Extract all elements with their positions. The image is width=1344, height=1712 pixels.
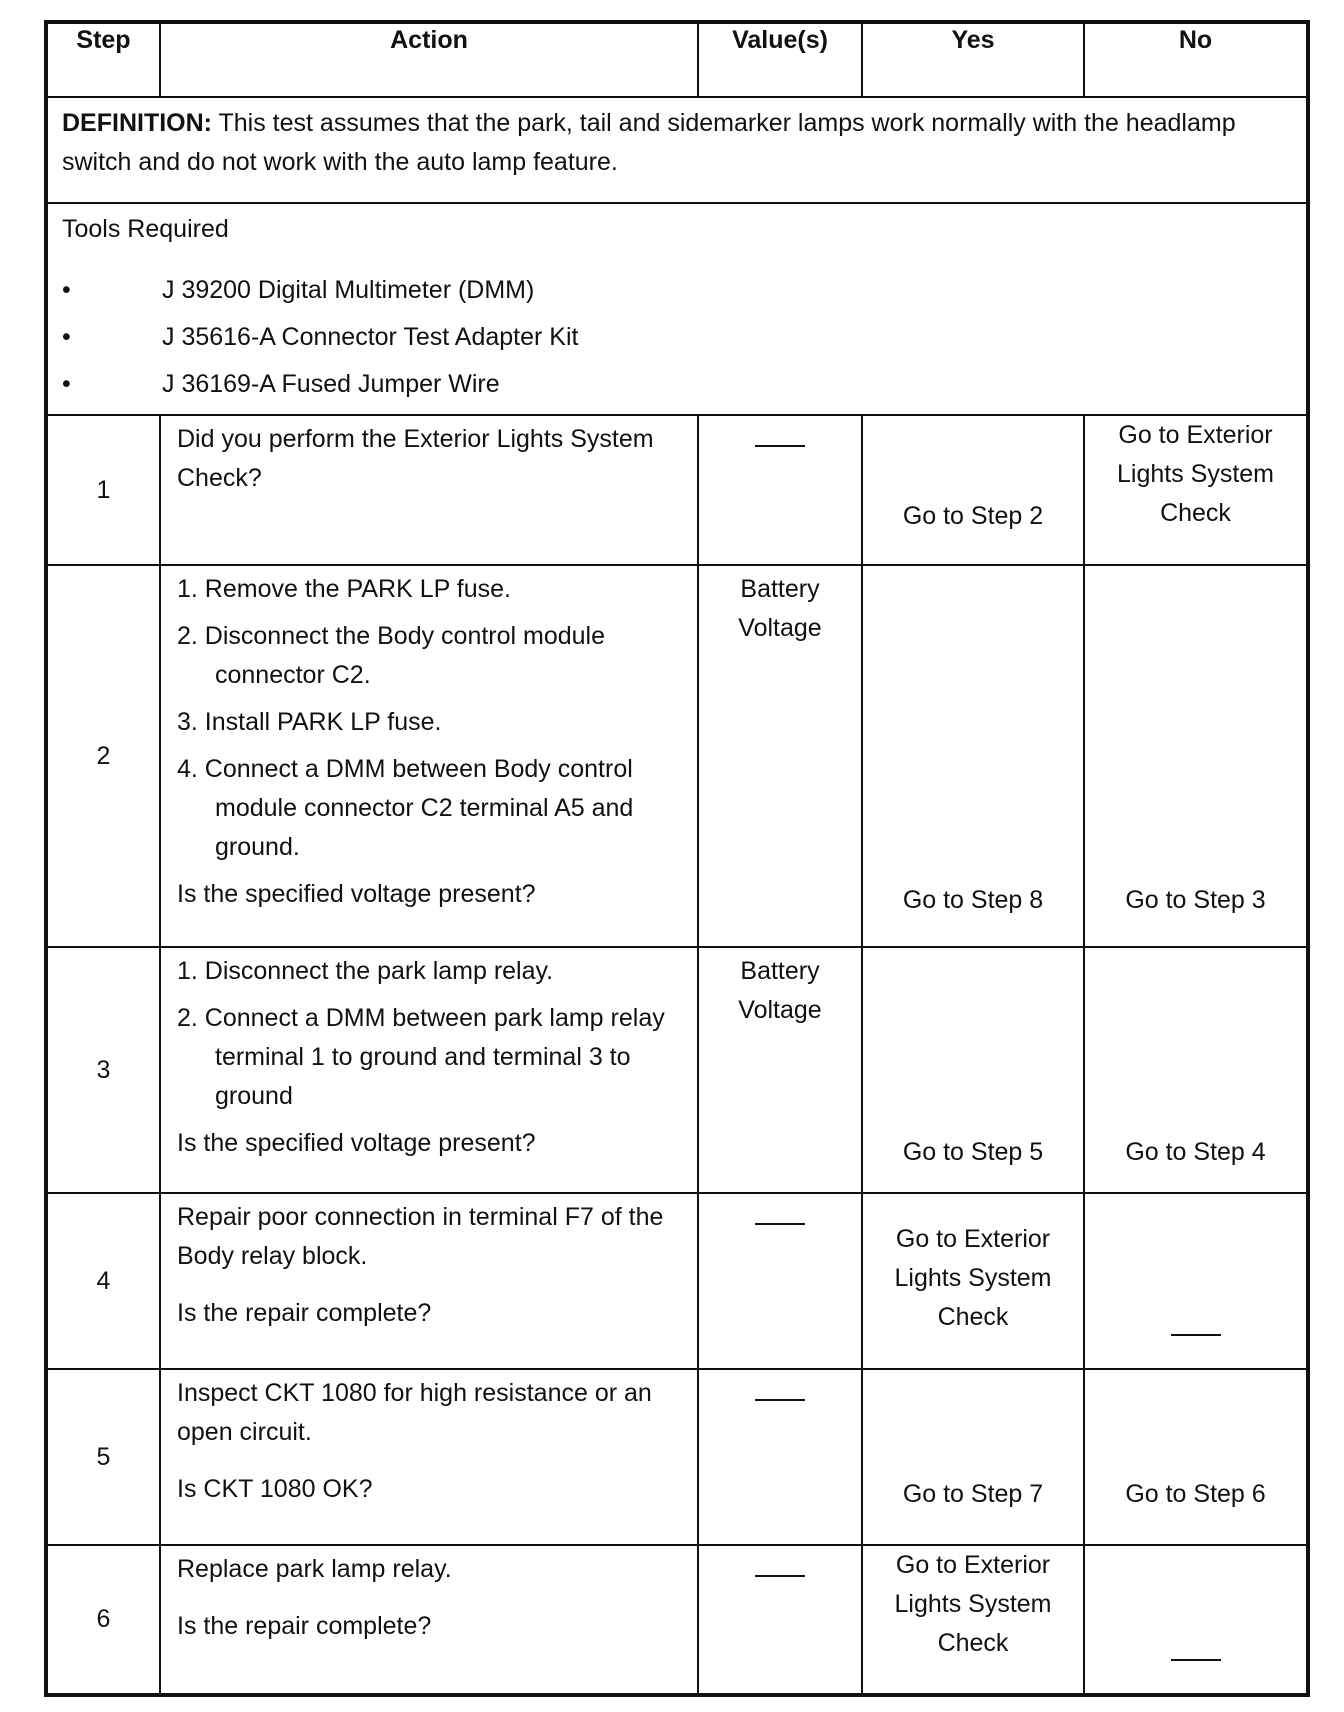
no-text: Go to Exterior Lights System Check: [1116, 421, 1274, 527]
header-no: No: [1084, 22, 1308, 97]
table-row: [46, 415, 1308, 565]
action-cell: [160, 1369, 698, 1545]
yes-cell: [862, 1193, 1084, 1369]
step-number: 2: [46, 565, 160, 947]
step-number: 3: [46, 947, 160, 1193]
tools-cell: [46, 203, 1308, 415]
yes-text: Go to Step 8: [902, 886, 1044, 914]
action-step: 1. Disconnect the park lamp relay.: [177, 957, 554, 985]
header-row: [46, 22, 1308, 97]
spacer: [177, 1589, 683, 1607]
header-values: Value(s): [698, 22, 862, 97]
action-cell: [160, 565, 698, 947]
tool-label: J 35616-A Connector Test Adapter Kit: [162, 323, 579, 351]
spacer: [177, 1276, 683, 1294]
no-text: Go to Step 4: [1125, 1138, 1266, 1166]
no-dash: [1085, 1309, 1306, 1348]
value-cell: [698, 1545, 862, 1695]
action-question: Is the repair complete?: [177, 1612, 432, 1640]
spacer: [177, 1452, 683, 1470]
value-cell: Battery Voltage: [698, 565, 862, 947]
dash-mark: [755, 1205, 805, 1225]
bullet: •: [62, 276, 71, 304]
yes-cell: [862, 1545, 1084, 1695]
action-step: 2. Connect a DMM between park lamp relay terminal 1 to ground and terminal 3 to ground: [177, 1004, 665, 1110]
yes-cell: [862, 415, 1084, 565]
tool-label: J 39200 Digital Multimeter (DMM): [162, 276, 535, 304]
yes-text: Go to Exterior Lights System Check: [894, 1225, 1052, 1331]
value-cell: Battery Voltage: [698, 947, 862, 1193]
action-text: Replace park lamp relay.: [177, 1555, 452, 1583]
tool-item: [62, 314, 1292, 361]
step-number: 6: [46, 1545, 160, 1695]
value-cell: [698, 415, 862, 565]
action-step: 4. Connect a DMM between Body control module connector C2 terminal A5 and ground.: [177, 755, 634, 861]
yes-text: Go to Step 5: [902, 1138, 1044, 1166]
dash-mark: [755, 1557, 805, 1577]
no-cell: [1084, 1369, 1308, 1545]
tool-label: J 36169-A Fused Jumper Wire: [162, 370, 500, 398]
no-dash: [1085, 1634, 1306, 1673]
yes-cell: [862, 1369, 1084, 1545]
no-cell: [1084, 1545, 1308, 1695]
no-cell: [1084, 1193, 1308, 1369]
definition-text: This test assumes that the park, tail and sidemarker lamps work normally with the headlamp switch and do not work with the auto lamp feature.: [62, 109, 1236, 176]
bullet: •: [62, 370, 71, 398]
table-row: [46, 1545, 1308, 1695]
action-cell: [160, 1193, 698, 1369]
table-row: [46, 1369, 1308, 1545]
action-question: Is the specified voltage present?: [177, 1129, 536, 1157]
step-number: 4: [46, 1193, 160, 1369]
header-step: Step: [46, 22, 160, 97]
table-row: [46, 1193, 1308, 1369]
step-number: 1: [46, 415, 160, 565]
action-step: 3. Install PARK LP fuse.: [177, 708, 442, 736]
yes-cell: [862, 947, 1084, 1193]
action-question: Is CKT 1080 OK?: [177, 1475, 373, 1503]
action-question: Is the specified voltage present?: [177, 880, 536, 908]
action-cell: [160, 415, 698, 565]
header-yes: Yes: [862, 22, 1084, 97]
action-step: 2. Disconnect the Body control module connector C2.: [177, 622, 606, 689]
value-cell: [698, 1193, 862, 1369]
step-number: 5: [46, 1369, 160, 1545]
table-row: [46, 565, 1308, 947]
yes-text: Go to Exterior Lights System Check: [894, 1551, 1052, 1657]
yes-text: Go to Step 2: [902, 502, 1044, 530]
action-step: 1. Remove the PARK LP fuse.: [177, 575, 511, 603]
diagnostic-table: [44, 20, 1310, 1697]
dash-mark: [755, 427, 805, 447]
no-text: Go to Step 6: [1125, 1480, 1266, 1508]
action-cell: [160, 1545, 698, 1695]
action-text: Inspect CKT 1080 for high resistance or an open circuit.: [177, 1379, 652, 1446]
yes-text: Go to Step 7: [902, 1480, 1044, 1508]
definition-label: DEFINITION:: [62, 109, 212, 137]
no-cell: [1084, 947, 1308, 1193]
definition-row: [46, 97, 1308, 203]
tools-title: Tools Required: [62, 215, 229, 243]
action-text: Repair poor connection in terminal F7 of the Body relay block.: [177, 1203, 664, 1270]
table-row: [46, 947, 1308, 1193]
dash-mark: [755, 1381, 805, 1401]
tools-row: [46, 203, 1308, 415]
no-cell: [1084, 415, 1308, 565]
value-cell: [698, 1369, 862, 1545]
yes-cell: [862, 565, 1084, 947]
action-question: Is the repair complete?: [177, 1299, 432, 1327]
action-text: Did you perform the Exterior Lights System Check?: [177, 425, 654, 492]
bullet: •: [62, 323, 71, 351]
definition-cell: [46, 97, 1308, 203]
tool-item: [62, 267, 1292, 314]
no-cell: [1084, 565, 1308, 947]
tool-item: [62, 361, 1292, 408]
action-cell: [160, 947, 698, 1193]
no-text: Go to Step 3: [1125, 886, 1266, 914]
header-action: Action: [160, 22, 698, 97]
